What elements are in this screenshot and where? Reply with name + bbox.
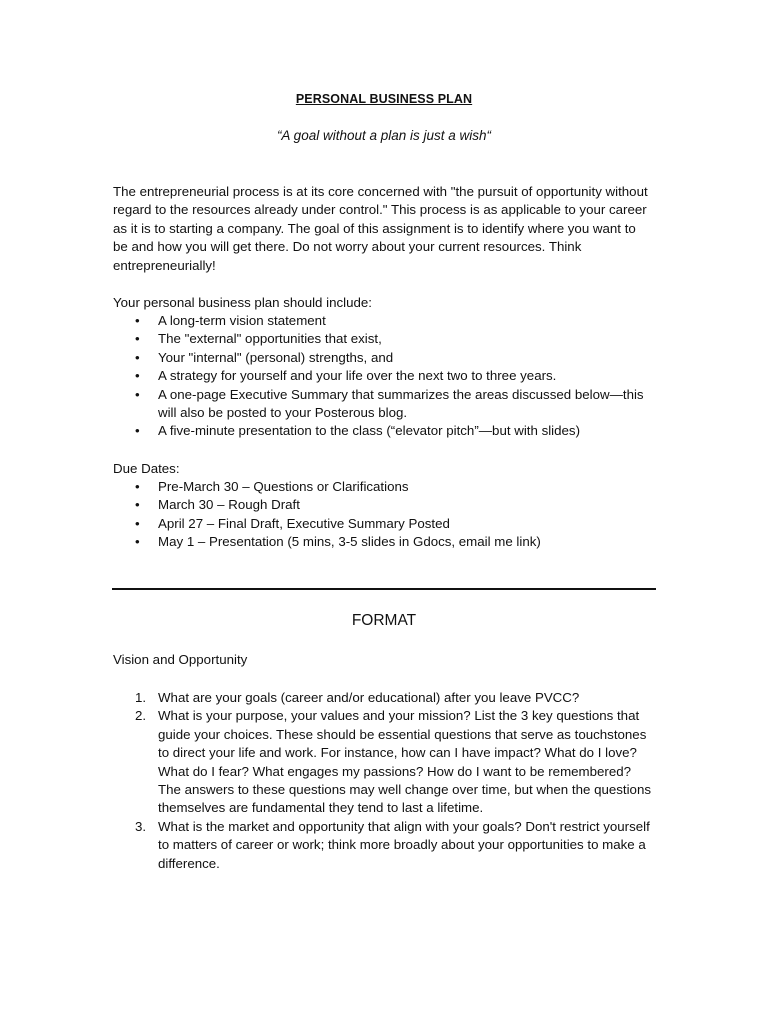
item-number: 3.: [135, 818, 147, 834]
list-item: • A five-minute presentation to the class (“elevator pitch”—but with slides): [113, 422, 653, 440]
bullet-icon: •: [135, 515, 140, 531]
section-label: Vision and Opportunity: [113, 652, 248, 667]
include-list: [113, 312, 653, 441]
bullet-icon: •: [135, 368, 140, 384]
list-item: • A one-page Executive Summary that summarizes the areas discussed below—this will also be posted to your Posterous blog.: [135, 386, 644, 421]
list-item: • A long-term vision statement: [113, 312, 653, 330]
list-item: • Pre-March 30 – Questions or Clarifications: [113, 478, 653, 496]
list-item: • April 27 – Final Draft, Executive Summary Posted: [113, 515, 653, 533]
list-item: • Your "internal" (personal) strengths, and: [113, 349, 653, 367]
bullet-icon: •: [135, 497, 140, 513]
bullet-icon: •: [135, 534, 140, 550]
horizontal-rule: [112, 588, 656, 590]
item-number: 1.: [135, 690, 147, 705]
due-dates-label: Due Dates:: [113, 461, 180, 476]
list-item: 1. What are your goals (career and/or educational) after you leave PVCC?: [113, 689, 653, 707]
format-heading: FORMAT: [351, 612, 417, 629]
bullet-icon: •: [135, 331, 140, 347]
list-item: 3. What is the market and opportunity that align with your goals? Don't restrict yourself to matters of career or work; think more broadly about your opportunities to make a difference.: [135, 818, 650, 871]
bullet-icon: •: [135, 313, 140, 328]
list-item: • March 30 – Rough Draft: [113, 496, 653, 514]
due-dates-list: [113, 478, 653, 552]
document-quote: “A goal without a plan is just a wish“: [276, 128, 492, 143]
intro-paragraph: The entrepreneurial process is at its core concerned with "the pursuit of opportunity without regard to the resources already under control." This process is as applicable to your career as it is to starting a company. The goal of this assignment is to identify where you want to be and how you will get there. Do not worry about your current resources. Think entrepreneurially!: [113, 184, 648, 273]
include-label: Your personal business plan should include:: [113, 295, 372, 310]
bullet-icon: •: [135, 349, 140, 365]
questions-list: [113, 689, 653, 873]
list-item: • A strategy for yourself and your life over the next two to three years.: [113, 367, 653, 385]
list-item: • May 1 – Presentation (5 mins, 3-5 slides in Gdocs, email me link): [113, 533, 653, 551]
bullet-icon: •: [135, 479, 140, 494]
bullet-icon: •: [135, 386, 140, 402]
list-item: 2. What is your purpose, your values and your mission? List the 3 key questions that guide your choices. These should be essential questions that serve as touchstones to direct your life and work. For instance, how can I have impact? What do I love? What do I fear? What engages my passions? How do I want to be remembered? The answers to these questions may well change over time, but when the questions themselves are fundamental they tend to last a lifetime.: [135, 708, 651, 816]
list-item: • The "external" opportunities that exist,: [113, 330, 653, 348]
item-number: 2.: [135, 708, 147, 724]
document-title: PERSONAL BUSINESS PLAN: [295, 92, 473, 106]
bullet-icon: •: [135, 423, 140, 439]
